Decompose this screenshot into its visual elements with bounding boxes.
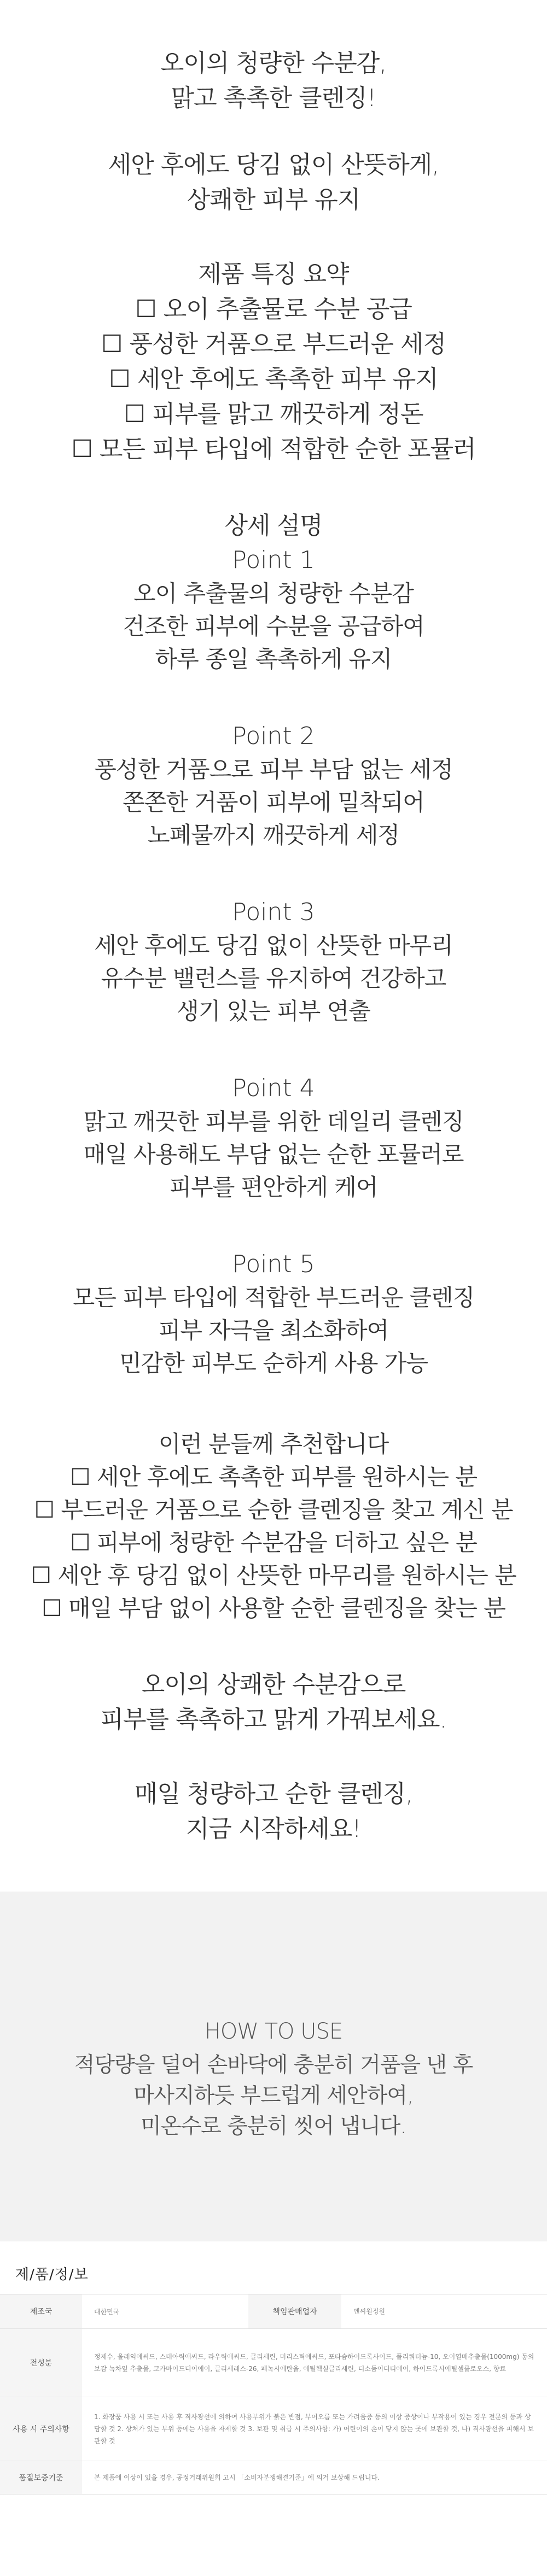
closing-message: [0, 1667, 547, 1737]
intro-headline: [0, 46, 547, 116]
point-3: [0, 895, 547, 1028]
point-line: 모든 피부 타입에 적합한 부드러운 클렌징: [72, 1284, 475, 1311]
point-line: 민감한 피부도 순하게 사용 가능: [119, 1350, 428, 1377]
manufacturer-value: 대한민국: [94, 2308, 120, 2316]
how-to-use-section: [0, 1892, 547, 2241]
intro-subtext-line: 세안 후에도 당김 없이 산뜻하게,: [108, 151, 439, 179]
how-to-use-line: 적당량을 덜어 손바닥에 충분히 거품을 낸 후: [74, 2053, 473, 2077]
point-line: 생기 있는 피부 연출: [177, 998, 370, 1024]
recommend-item: ☐ 매일 부담 없이 사용할 순한 클렌징을 찾는 분: [42, 1595, 505, 1621]
point-title: Point 2: [232, 722, 315, 750]
point-line: 쫀쫀한 거품이 피부에 밀착되어: [123, 789, 424, 816]
point-title: Point 4: [232, 1074, 315, 1102]
point-line: 하루 종일 촉촉하게 유지: [155, 646, 392, 672]
features-title: 제품 특징 요약: [198, 260, 349, 288]
warranty-label: 품질보증기준: [0, 2461, 82, 2494]
seller-value: 엔씨원정원: [353, 2308, 385, 2315]
point-title: Point 3: [232, 898, 315, 926]
closing-cta-line: 지금 시작하세요!: [185, 1815, 362, 1843]
intro-subtext-line: 상쾌한 피부 유지: [187, 186, 360, 214]
intro-headline-line: 오이의 청량한 수분감,: [160, 49, 387, 77]
details-title-block: [0, 508, 547, 543]
product-info-section: [0, 2241, 547, 2576]
feature-item: ☐ 모든 피부 타입에 적합한 순한 포뮬러: [71, 435, 476, 463]
intro-subtext: [0, 148, 547, 218]
point-line: 맑고 깨끗한 피부를 위한 데일리 클렌징: [83, 1108, 464, 1135]
point-line: 오이 추출물의 청량한 수분감: [133, 580, 414, 607]
point-title: Point 5: [232, 1250, 315, 1278]
how-to-use-title: HOW TO USE: [204, 2019, 343, 2044]
feature-item: ☐ 피부를 맑고 깨끗하게 정돈: [124, 400, 423, 428]
seller-label: 책임판매업자: [248, 2294, 341, 2328]
point-line: 매일 사용해도 부담 없는 순한 포뮬러로: [83, 1141, 464, 1168]
recommend-item: ☐ 피부에 청량한 수분감을 더하고 싶은 분: [70, 1529, 477, 1556]
point-2: [0, 719, 547, 852]
point-line: 세안 후에도 당김 없이 산뜻한 마무리: [94, 932, 453, 959]
feature-item: ☐ 풍성한 거품으로 부드러운 세정: [101, 330, 446, 358]
how-to-use-line: 미온수로 충분히 씻어 냅니다.: [141, 2114, 406, 2139]
product-info-title: 제/품/정/보: [15, 2267, 89, 2283]
point-1: [0, 543, 547, 676]
recommend-item: ☐ 세안 후에도 촉촉한 피부를 원하시는 분: [70, 1463, 477, 1490]
warranty-value: 본 제품에 이상이 있을 경우, 공정거래위원회 고시 「소비자분쟁해결기준」에 의거 보상해 드립니다.: [94, 2474, 380, 2481]
recommend-title: 이런 분들께 추천합니다: [158, 1431, 389, 1457]
intro-headline-line: 맑고 촉촉한 클렌징!: [171, 84, 376, 112]
recommend-item: ☐ 세안 후 당김 없이 산뜻한 마무리를 원하시는 분: [31, 1562, 516, 1589]
closing-line: 피부를 촉촉하고 맑게 가꿔보세요.: [100, 1706, 447, 1734]
point-title: Point 1: [232, 546, 315, 574]
point-line: 노폐물까지 깨끗하게 세정: [148, 822, 399, 848]
recommend-section: [0, 1428, 547, 1625]
ingredients-value: 정제수, 올레익애씨드, 스테아릭애씨드, 라우릭애씨드, 글리세린, 미리스틱애씨드, 포타슘하이드록사이드, 폴리쿼터늄-10, 오이열매추출물(1000mg) 동의보감 녹차잎 추출물, 코카마이드디이에이, 글리세레스-26, 페녹시에탄올, 에틸헥실글리세린, 디소듐이디티에이, 하이드록시에틸셀룰로오스, 향료: [94, 2353, 534, 2373]
table-row: [0, 2397, 547, 2461]
point-line: 건조한 피부에 수분을 공급하여: [123, 613, 424, 640]
point-line: 유수분 밸런스를 유지하여 건강하고: [101, 965, 446, 992]
how-to-use-steps: [0, 2050, 547, 2142]
table-row: [0, 2294, 547, 2329]
details-title: 상세 설명: [224, 512, 323, 540]
feature-item: ☐ 세안 후에도 촉촉한 피부 유지: [109, 365, 438, 393]
features-section: [0, 257, 547, 467]
how-to-use-line: 마사지하듯 부드럽게 세안하여,: [133, 2083, 414, 2108]
manufacturer-label: 제조국: [0, 2294, 82, 2328]
table-row: [0, 2329, 547, 2397]
table-row: [0, 2461, 547, 2495]
point-line: 풍성한 거품으로 피부 부담 없는 세정: [94, 756, 453, 783]
point-4: [0, 1072, 547, 1204]
caution-label: 사용 시 주의사항: [0, 2397, 82, 2461]
point-5: [0, 1248, 547, 1380]
ingredients-label: 전성분: [0, 2329, 82, 2397]
feature-item: ☐ 오이 추출물로 수분 공급: [135, 295, 412, 323]
closing-cta: [0, 1777, 547, 1847]
point-line: 피부를 편안하게 케어: [169, 1174, 378, 1201]
closing-line: 오이의 상쾌한 수분감으로: [141, 1671, 406, 1699]
point-line: 피부 자극을 최소화하여: [158, 1317, 389, 1344]
recommend-item: ☐ 부드러운 거품으로 순한 클렌징을 찾고 계신 분: [34, 1496, 513, 1523]
caution-value: 1. 화장품 사용 시 또는 사용 후 직사광선에 의하여 사용부위가 붉은 반점, 부어오름 또는 가려움증 등의 이상 증상이나 부작용이 있는 경우 전문의 등과 상담할 것 2. 상처가 있는 부위 등에는 사용을 자제할 것 3. 보관 및 취급 시 주의사항: 가) 어린이의 손이 닿지 않는 곳에 보관할 것, 나) 직사광선을 피해서 보관할 것: [94, 2413, 534, 2445]
closing-cta-line: 매일 청량하고 순한 클렌징,: [134, 1780, 413, 1808]
product-info-table: [0, 2294, 547, 2495]
